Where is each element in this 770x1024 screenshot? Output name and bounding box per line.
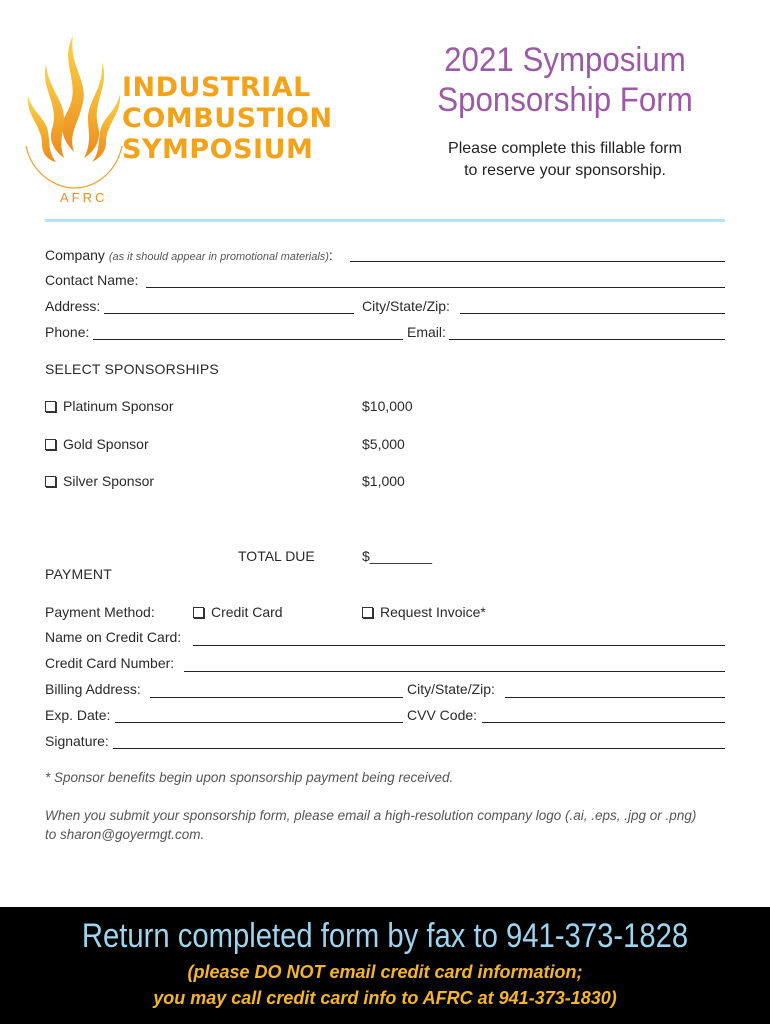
sponsor-option-platinum[interactable] <box>45 398 174 414</box>
logo-line-3: SYMPOSIUM <box>122 134 314 165</box>
card-number-field[interactable] <box>184 671 725 672</box>
card-number-label: Credit Card Number: <box>45 655 175 671</box>
footer-banner <box>0 907 770 1024</box>
cvv-field[interactable] <box>482 722 725 723</box>
title-line-2: Sponsorship Form <box>437 81 693 119</box>
logo-line-2: COMBUSTION <box>122 103 333 134</box>
sponsor-label: Platinum Sponsor <box>63 398 174 414</box>
exp-date-field[interactable] <box>115 722 403 723</box>
footer-title: Return completed form by fax to 941-373-1828 <box>81 917 689 955</box>
page-subtitle <box>410 138 720 182</box>
payment-option-invoice[interactable] <box>362 604 486 620</box>
total-due-label: TOTAL DUE <box>238 548 315 564</box>
company-field[interactable] <box>350 261 725 262</box>
footer-sub-line-2: you may call credit card info to AFRC at 941-373-1830) <box>153 988 617 1008</box>
logo-abbrev: AFRC <box>60 190 108 205</box>
checkbox-icon[interactable] <box>193 607 204 618</box>
sponsor-price: $10,000 <box>362 398 413 414</box>
title-line-1: 2021 Symposium <box>444 41 686 79</box>
logo-instructions <box>45 806 735 844</box>
sponsorships-heading: SELECT SPONSORSHIPS <box>45 361 219 377</box>
logo-line-1: INDUSTRIAL <box>122 72 311 103</box>
billing-address-label: Billing Address: <box>45 681 141 697</box>
sponsor-price: $5,000 <box>362 436 405 452</box>
company-note: (as it should appear in promotional materials) <box>108 251 329 263</box>
page-title <box>432 40 699 120</box>
logo-wordmark <box>122 72 333 165</box>
city-state-zip-label: City/State/Zip: <box>362 298 450 314</box>
footer-sub-line-1: (please DO NOT email credit card information; <box>187 962 583 982</box>
checkbox-icon[interactable] <box>45 476 56 487</box>
subtitle-line-1: Please complete this fillable form <box>448 140 682 157</box>
city-state-zip-field[interactable] <box>460 313 725 314</box>
logo-instructions-line-1: When you submit your sponsorship form, please email a high-resolution company logo (.ai, .eps, .jpg or .png) <box>45 808 697 823</box>
total-due-field[interactable]: $________ <box>362 548 433 564</box>
invoice-option-label: Request Invoice* <box>380 604 486 620</box>
sponsor-label: Silver Sponsor <box>63 473 155 489</box>
checkbox-icon[interactable] <box>362 607 373 618</box>
billing-address-field[interactable] <box>150 697 403 698</box>
billing-city-field[interactable] <box>505 697 725 698</box>
header-divider <box>45 219 725 222</box>
contact-name-label: Contact Name: <box>45 272 139 288</box>
benefits-note: * Sponsor benefits begin upon sponsorship payment being received. <box>45 770 454 785</box>
checkbox-icon[interactable] <box>45 439 56 450</box>
payment-option-credit-card[interactable] <box>193 604 283 620</box>
payment-heading: PAYMENT <box>45 566 112 582</box>
card-name-field[interactable] <box>193 645 725 646</box>
signature-label: Signature: <box>45 733 109 749</box>
checkbox-icon[interactable] <box>45 401 56 412</box>
address-label: Address: <box>45 298 101 314</box>
card-name-label: Name on Credit Card: <box>45 629 182 645</box>
sponsor-price: $1,000 <box>362 473 405 489</box>
exp-date-label: Exp. Date: <box>45 707 111 723</box>
signature-field[interactable] <box>113 748 725 749</box>
email-label: Email: <box>407 324 446 340</box>
company-label-group <box>45 247 333 263</box>
sponsor-label: Gold Sponsor <box>63 436 149 452</box>
flame-icon <box>18 34 128 194</box>
company-label: Company <box>45 247 105 263</box>
sponsor-option-gold[interactable] <box>45 436 149 452</box>
subtitle-line-2: to reserve your sponsorship. <box>464 162 666 179</box>
phone-label: Phone: <box>45 324 90 340</box>
cvv-label: CVV Code: <box>407 707 478 723</box>
credit-card-option-label: Credit Card <box>211 604 283 620</box>
company-colon: : <box>328 247 333 263</box>
logo-instructions-line-2: to sharon@goyermgt.com. <box>45 827 205 842</box>
email-field[interactable] <box>449 339 725 340</box>
phone-field[interactable] <box>93 339 403 340</box>
billing-city-label: City/State/Zip: <box>407 681 495 697</box>
address-field[interactable] <box>104 313 354 314</box>
payment-method-label: Payment Method: <box>45 604 155 620</box>
sponsor-option-silver[interactable] <box>45 473 154 489</box>
contact-name-field[interactable] <box>146 287 725 288</box>
